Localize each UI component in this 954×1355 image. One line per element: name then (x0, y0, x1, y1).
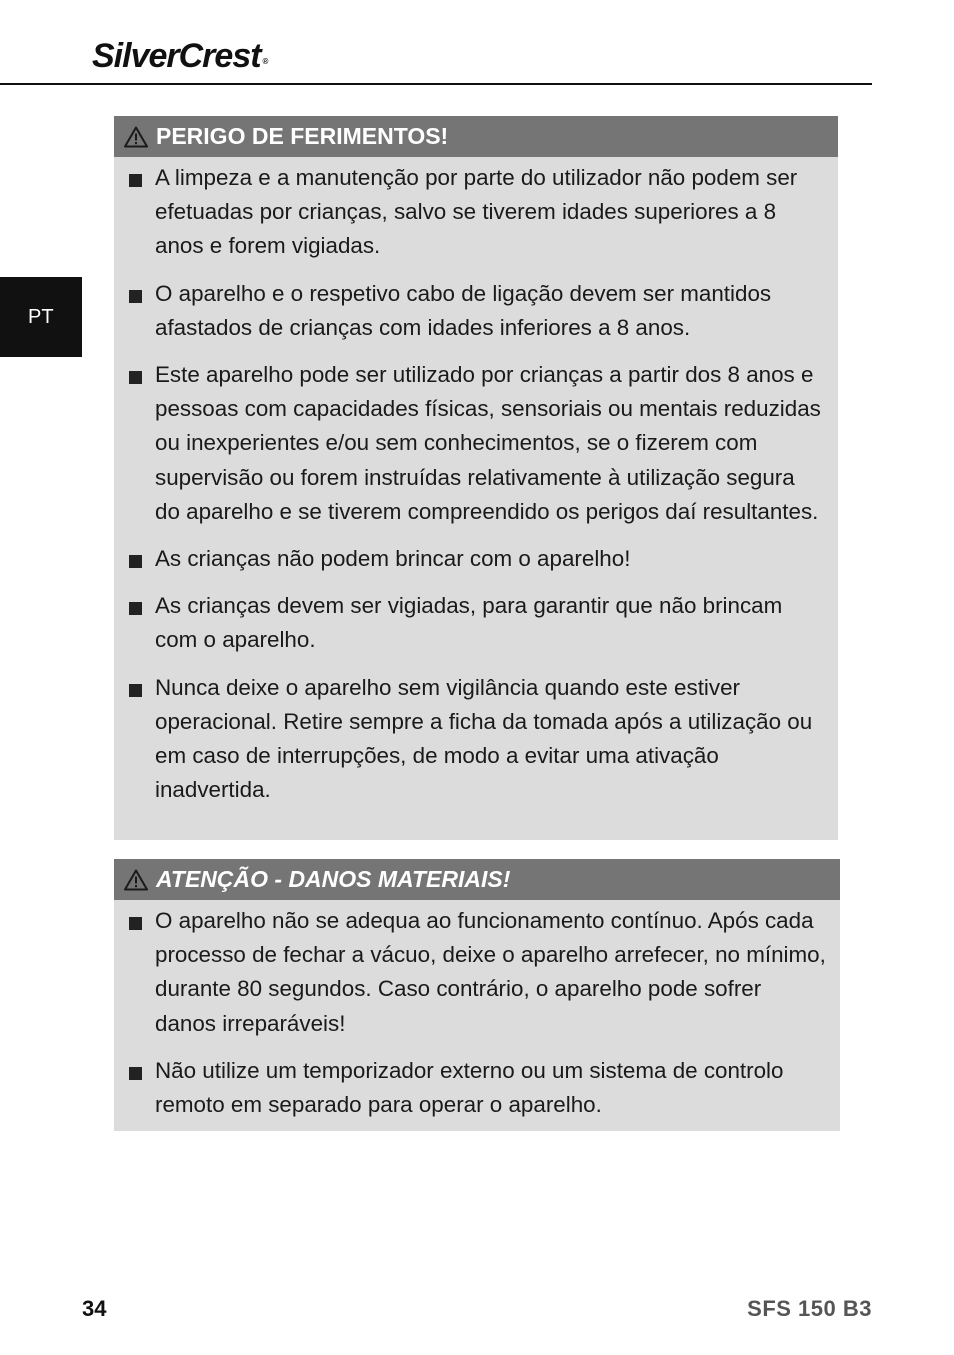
brand-name: SilverCrest (92, 37, 261, 75)
list-item-text: Nunca deixe o aparelho sem vigilância quando este estiver operacional. Retire sempre a ficha da tomada após a utilização ou em caso de interrupções, de modo a evitar uma ativação inadvertida. (155, 674, 813, 803)
page-number: 34 (82, 1296, 107, 1321)
model-number: SFS 150 B3 (747, 1296, 872, 1321)
injury-warning-title: PERIGO DE FERIMENTOS! (156, 123, 449, 149)
material-damage-header (114, 859, 840, 900)
list-item-text: Não utilize um temporizador externo ou um sistema de controlo remoto em separado para operar o aparelho. (155, 1057, 784, 1118)
bullet-square-icon (129, 290, 142, 303)
bullet-square-icon (129, 555, 142, 568)
list-item-text: O aparelho e o respetivo cabo de ligação devem ser mantidos afastados de crianças com idades inferiores a 8 anos. (155, 280, 772, 340)
list-item-text: Este aparelho pode ser utilizado por crianças a partir dos 8 anos e pessoas com capacidades físicas, sensoriais ou mentais reduzidas ou inexperientes e/ou sem conhecimentos, se o fizerem com supervisão ou forem instruídas relativamente à utilização segura do aparelho e se tiverem compreendido os perigos daí resultantes. (155, 362, 821, 524)
list-item (114, 161, 838, 264)
injury-warning-header (114, 116, 838, 157)
registered-mark: ® (262, 57, 268, 66)
list-item (114, 542, 838, 576)
bullet-square-icon (129, 917, 142, 930)
bullet-square-icon (129, 371, 142, 384)
list-item-text: A limpeza e a manutenção por parte do utilizador não podem ser efetuadas por crianças, salvo se tiverem idades superiores a 8 anos e forem vigiadas. (155, 165, 798, 259)
list-item (114, 589, 838, 657)
injury-warning-list (114, 157, 838, 807)
list-item (114, 1054, 840, 1122)
bullet-square-icon (129, 1067, 142, 1080)
bullet-square-icon (129, 684, 142, 697)
material-damage-box (114, 859, 840, 1131)
brand-logo (92, 38, 267, 74)
list-item (114, 904, 840, 1041)
list-item-text: As crianças não podem brincar com o aparelho! (155, 546, 631, 572)
warning-triangle-icon (124, 126, 148, 148)
bullet-square-icon (129, 602, 142, 615)
language-label: PT (28, 306, 54, 328)
language-tab (0, 277, 82, 357)
list-item (114, 358, 838, 529)
injury-warning-box (114, 116, 838, 840)
list-item-text: O aparelho não se adequa ao funcionamento contínuo. Após cada processo de fechar a vácuo, deixe o aparelho arrefecer, no mínimo, durante 80 segundos. Caso contrário, o aparelho pode sofrer danos irreparáveis! (155, 908, 826, 1036)
list-item (114, 671, 838, 808)
material-damage-list (114, 900, 840, 1122)
bullet-square-icon (129, 174, 142, 187)
warning-triangle-icon (124, 869, 148, 891)
list-item (114, 277, 838, 345)
header-divider (0, 83, 872, 85)
list-item-text: As crianças devem ser vigiadas, para garantir que não brincam com o aparelho. (155, 593, 783, 653)
material-damage-title: ATENÇÃO - DANOS MATERIAIS! (156, 866, 511, 892)
